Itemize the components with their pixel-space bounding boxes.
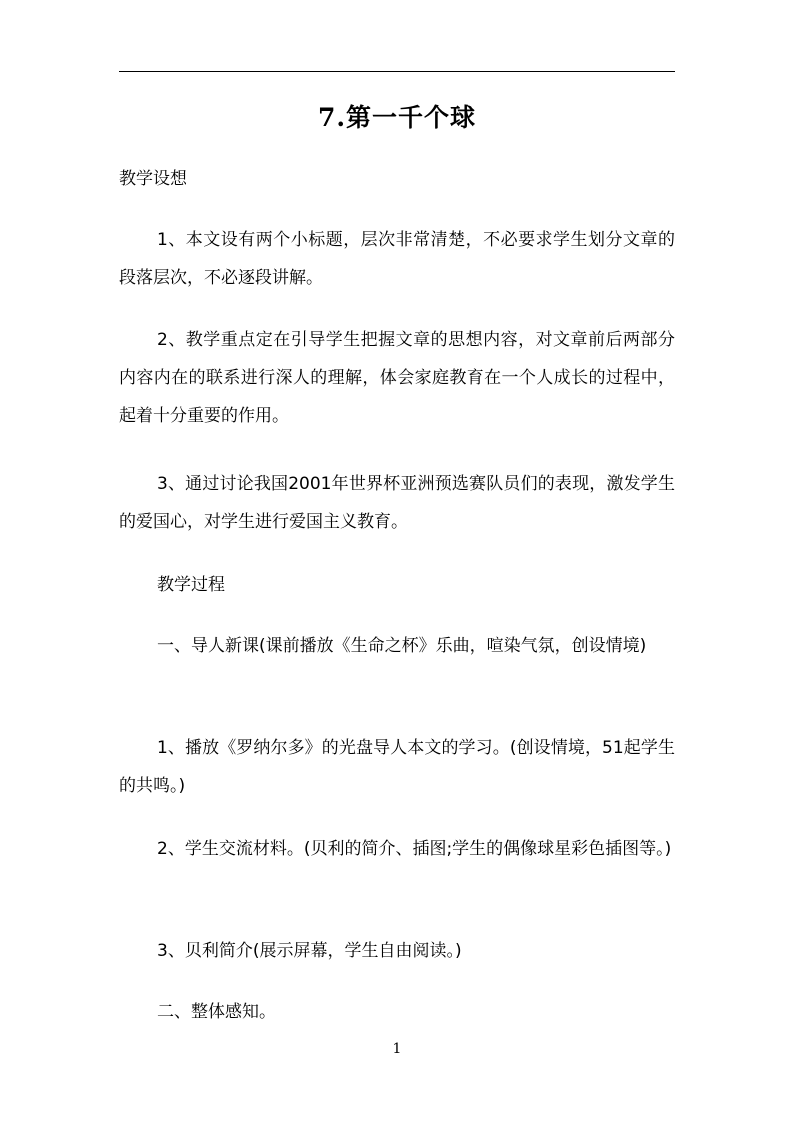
paragraph-idea-2: 2、教学重点定在引导学生把握文章的思想内容，对文章前后两部分内容内在的联系进行深人的理解，体会家庭教育在一个人成长的过程中，起着十分重要的作用。 — [119, 330, 675, 426]
paragraph-process-intro: 一、导人新课(课前播放《生命之杯》乐曲，喧染气氛，创设情境) — [157, 636, 647, 656]
header-rule — [119, 71, 675, 72]
document-title: 7.第一千个球 — [317, 103, 477, 132]
paragraph-process-3: 3、贝利简介(展示屏幕，学生自由阅读。) — [157, 941, 462, 961]
paragraph-idea-3: 3、通过讨论我国2001年世界杯亚洲预选赛队员们的表现，激发学生的爱国心，对学生进行爱国主义教育。 — [119, 474, 675, 532]
paragraph-process-1: 1、播放《罗纳尔多》的光盘导人本文的学习。(创设情境，51起学生的共鸣。) — [119, 738, 675, 796]
page-number: 1 — [392, 1041, 402, 1057]
section-heading-teaching-process: 教学过程 — [157, 575, 225, 595]
paragraph-idea-1: 1、本文设有两个小标题，层次非常清楚，不必要求学生划分文章的段落层次，不必逐段讲解。 — [119, 230, 675, 288]
paragraph-process-2: 2、学生交流材料。(贝利的简介、插图;学生的偶像球星彩色插图等。) — [157, 839, 672, 859]
section-heading-overall-perception: 二、整体感知。 — [157, 1002, 276, 1022]
section-heading-teaching-idea: 教学设想 — [119, 169, 187, 189]
